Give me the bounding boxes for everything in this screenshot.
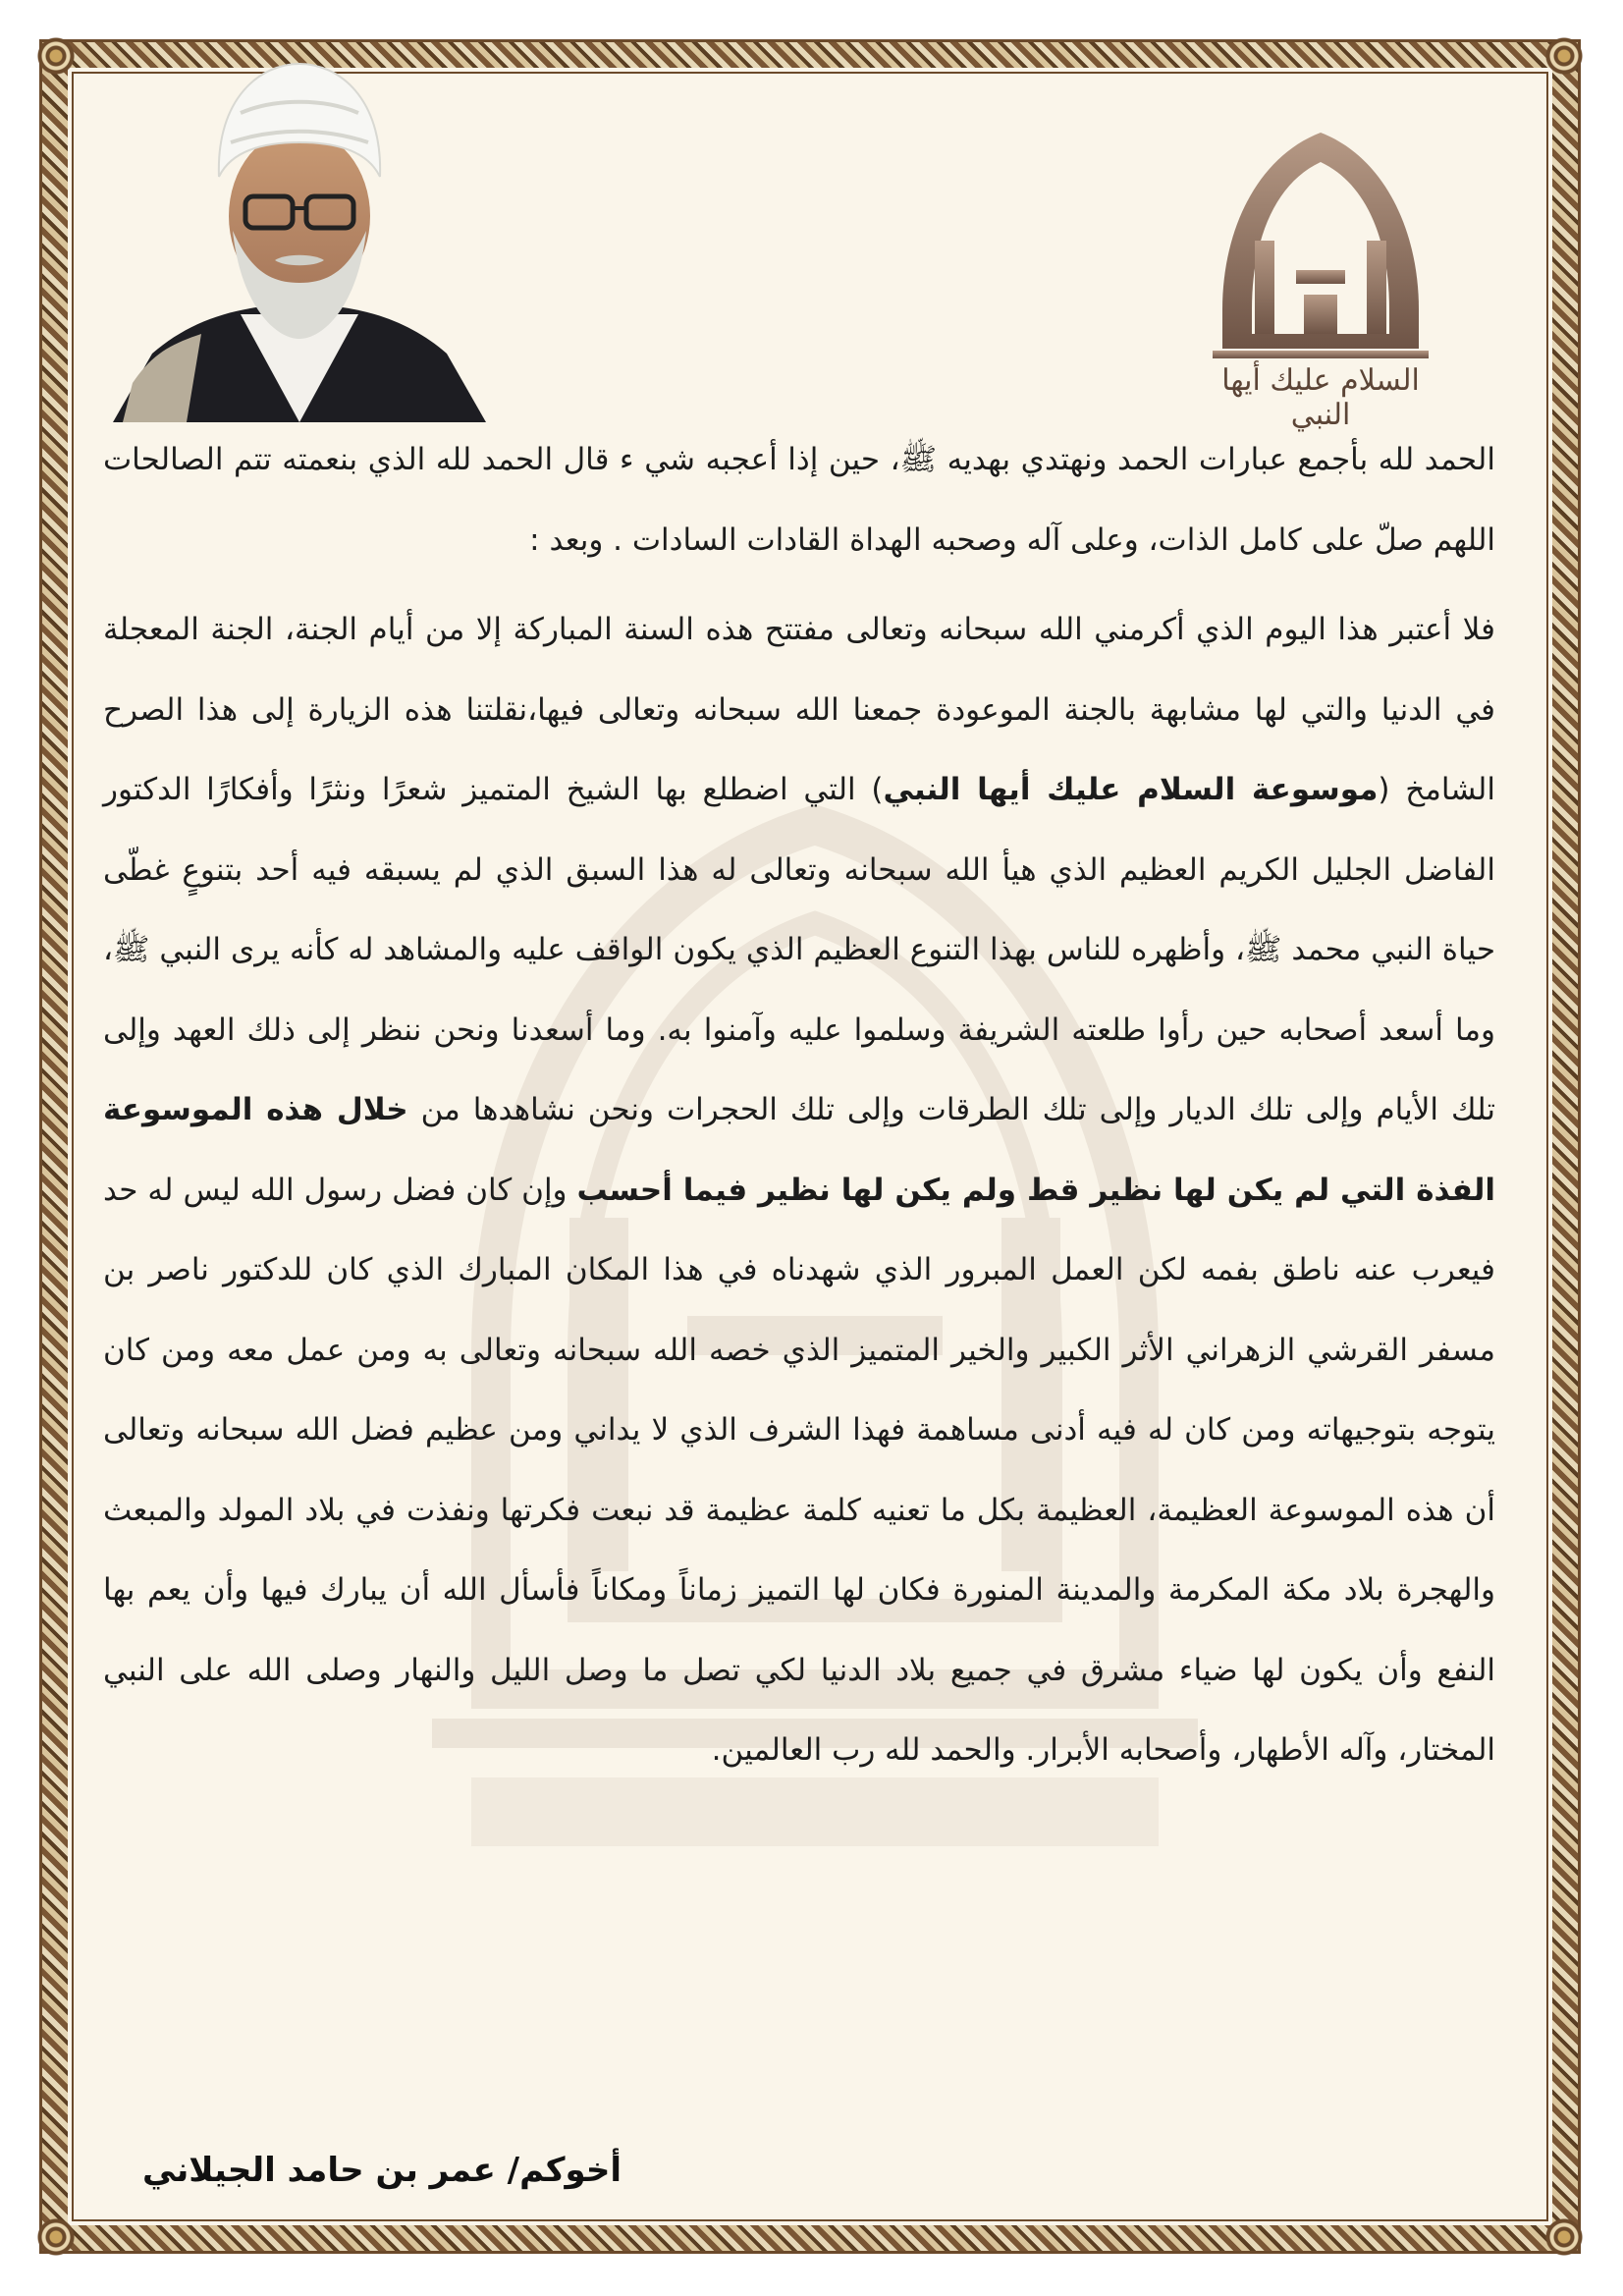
encyclopedia-title: موسوعة السلام عليك أيها النبي (883, 772, 1379, 807)
emphasized-phrase: خلال هذه الموسوعة الفذة التي لم يكن لها نظير قط ولم يكن لها نظير فيما أحسب (103, 1092, 1495, 1208)
opening-paragraph: الحمد لله بأجمع عبارات الحمد ونهتدي بهديه ﷺ، حين إذا أعجبه شي ء قال الحمد لله الذي بنعمته تتم الصالحات اللهم صلّ على كامل الذات، وعلى آله وصحبه الهداة القادات السادات . وبعد : (103, 442, 1495, 558)
author-portrait (93, 59, 506, 422)
corner-ornament (1542, 34, 1586, 78)
paragraph-text: فلا أعتبر هذا اليوم الذي أكرمني الله سبحانه وتعالى مفتتح هذه السنة المباركة إلا من أيام الجنة، الجنة المعجلة في الدنيا والتي لها مشابهة بالجنة الموعودة جمعنا الله سبحانه وتعالى فيها،نقلتنا هذه الزيارة إلى هذا الصرح الشامخ ( (103, 612, 1495, 807)
letter-body (103, 420, 1495, 1791)
encyclopedia-logo (1188, 123, 1453, 432)
paragraph-text: ) التي اضطلع بها الشيخ المتميز شعرًا ونثرًا وأفكارًا الدكتور الفاضل الجليل الكريم العظيم الذي هيأ الله سبحانه وتعالى له هذا السبق الذي لم يسبقه فيه أحد بتنوعٍ غطّى حياة النبي محمد ﷺ، وأظهره للناس بهذا التنوع العظيم الذي يكون الواقف عليه والمشاهد له كأنه يرى النبي ﷺ، وما أسعد أصحابه حين رأوا طلعته الشريفة وسلموا عليه وآمنوا به. وما أسعدنا ونحن ننظر إلى ذلك العهد وإلى تلك الأيام وإلى تلك الديار وإلى تلك الطرقات وإلى تلك الحجرات ونحن نشاهدها من (103, 772, 1495, 1127)
corner-ornament (34, 2215, 78, 2259)
main-paragraph (103, 590, 1495, 1791)
logo-caption: السلام عليك أيها النبي (1221, 363, 1420, 432)
paragraph-text: وإن كان فضل رسول الله ليس له حد فيعرب عنه ناطق بفمه لكن العمل المبرور الذي شهدناه في هذا المكان المبارك الذي كان للدكتور ناصر بن مسفر القرشي الزهراني الأثر الكبير والخير المتميز الذي خصه الله سبحانه وتعالى به ومن عمل معه ومن كان يتوجه بتوجيهاته ومن كان له فيه أدنى مساهمة فهذا الشرف الذي لا يداني ومن عظيم فضل الله سبحانه وتعالى أن هذه الموسوعة العظيمة، العظيمة بكل ما تعنيه كلمة عظيمة قد نبعت فكرتها ونفذت في بلاد المولد والمبعث والهجرة بلاد مكة المكرمة والمدينة المنورة فكان لها التميز زماناً ومكاناً فأسأل الله أن يبارك فيها وأن يعم بها النفع وأن يكون لها ضياء مشرق في جميع بلاد الدنيا لكي تصل ما وصل الليل والنهار وصلى الله على النبي المختار، وآله الأطهار، وأصحابه الأبرار. والحمد لله رب العالمين. (103, 1172, 1495, 1768)
corner-ornament (1542, 2215, 1586, 2259)
corner-ornament (34, 34, 78, 78)
signature: أخوكم/ عمر بن حامد الجيلاني (142, 2151, 622, 2190)
